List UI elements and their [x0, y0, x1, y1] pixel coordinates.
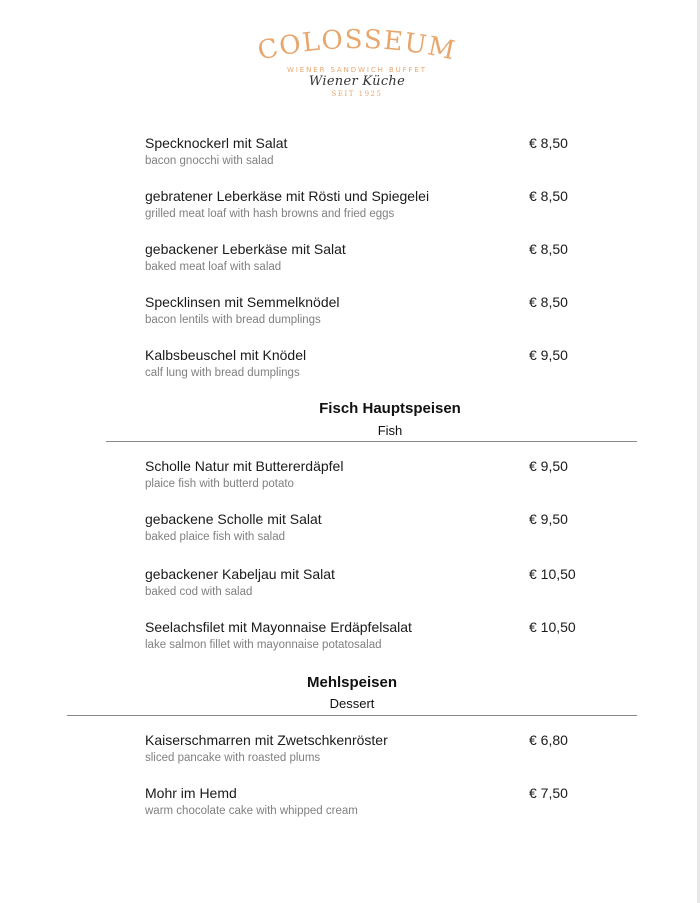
brand-tagline: WIENER SANDWICH BUFFET	[287, 66, 427, 74]
item-price: € 6,80	[529, 732, 568, 748]
menu-item	[145, 135, 605, 175]
item-description: plaice fish with butterd potato	[145, 478, 294, 490]
menu-item	[145, 732, 605, 772]
section-subtitle-dessert: Dessert	[329, 696, 375, 711]
item-price: € 8,50	[529, 188, 568, 204]
brand-since: SEIT 1925	[331, 90, 383, 98]
item-name: Kalbsbeuschel mit Knödel	[145, 347, 307, 363]
menu-item	[145, 347, 605, 387]
item-price: € 7,50	[529, 785, 568, 801]
item-price: € 8,50	[529, 294, 568, 310]
item-name: gebratener Leberkäse mit Rösti und Spiegelei	[145, 188, 430, 204]
item-description: baked plaice fish with salad	[145, 531, 285, 543]
menu-item	[145, 241, 605, 281]
brand-script: Wiener Küche	[308, 74, 406, 89]
brand-name: COLOSSEUM	[255, 24, 459, 64]
item-name: Kaiserschmarren mit Zwetschkenröster	[145, 732, 388, 748]
item-price: € 10,50	[529, 566, 576, 582]
item-price: € 9,50	[529, 347, 568, 363]
item-description: bacon gnocchi with salad	[145, 155, 274, 167]
item-description: calf lung with bread dumplings	[145, 367, 300, 379]
item-description: baked meat loaf with salad	[145, 261, 282, 273]
item-name: Specknockerl mit Salat	[145, 135, 288, 151]
section-subtitle-fish: Fish	[377, 423, 403, 438]
item-name: gebackener Leberkäse mit Salat	[145, 241, 346, 257]
logo-wordmark	[0, 22, 700, 64]
item-price: € 10,50	[529, 619, 576, 635]
item-description: warm chocolate cake with whipped cream	[145, 805, 358, 817]
item-description: baked cod with salad	[145, 586, 253, 598]
menu-item	[145, 458, 605, 498]
section-title-fish: Fisch Hauptspeisen	[319, 400, 461, 417]
menu-item	[145, 511, 605, 551]
item-name: Seelachsfilet mit Mayonnaise Erdäpfelsalat	[145, 619, 412, 635]
menu-item	[145, 188, 605, 228]
item-name: gebackene Scholle mit Salat	[145, 511, 322, 527]
item-name: Scholle Natur mit Buttererdäpfel	[145, 458, 344, 474]
menu-item	[145, 566, 605, 606]
item-name: Specklinsen mit Semmelknödel	[145, 294, 340, 310]
menu-item	[145, 294, 605, 334]
item-price: € 9,50	[529, 511, 568, 527]
item-price: € 9,50	[529, 458, 568, 474]
restaurant-logo	[0, 22, 700, 98]
item-description: grilled meat loaf with hash browns and fried eggs	[145, 208, 395, 220]
section-divider	[106, 441, 637, 442]
item-description: bacon lentils with bread dumplings	[145, 314, 321, 326]
menu-item	[145, 785, 605, 825]
svg-text:COLOSSEUM	[255, 25, 459, 64]
item-price: € 8,50	[529, 135, 568, 151]
item-name: gebackener Kabeljau mit Salat	[145, 566, 335, 582]
item-description: sliced pancake with roasted plums	[145, 752, 321, 764]
item-name: Mohr im Hemd	[145, 785, 237, 801]
section-divider	[67, 715, 637, 716]
menu-item	[145, 619, 605, 659]
item-price: € 8,50	[529, 241, 568, 257]
section-title-dessert: Mehlspeisen	[306, 674, 398, 691]
item-description: lake salmon fillet with mayonnaise potatosalad	[145, 639, 382, 651]
